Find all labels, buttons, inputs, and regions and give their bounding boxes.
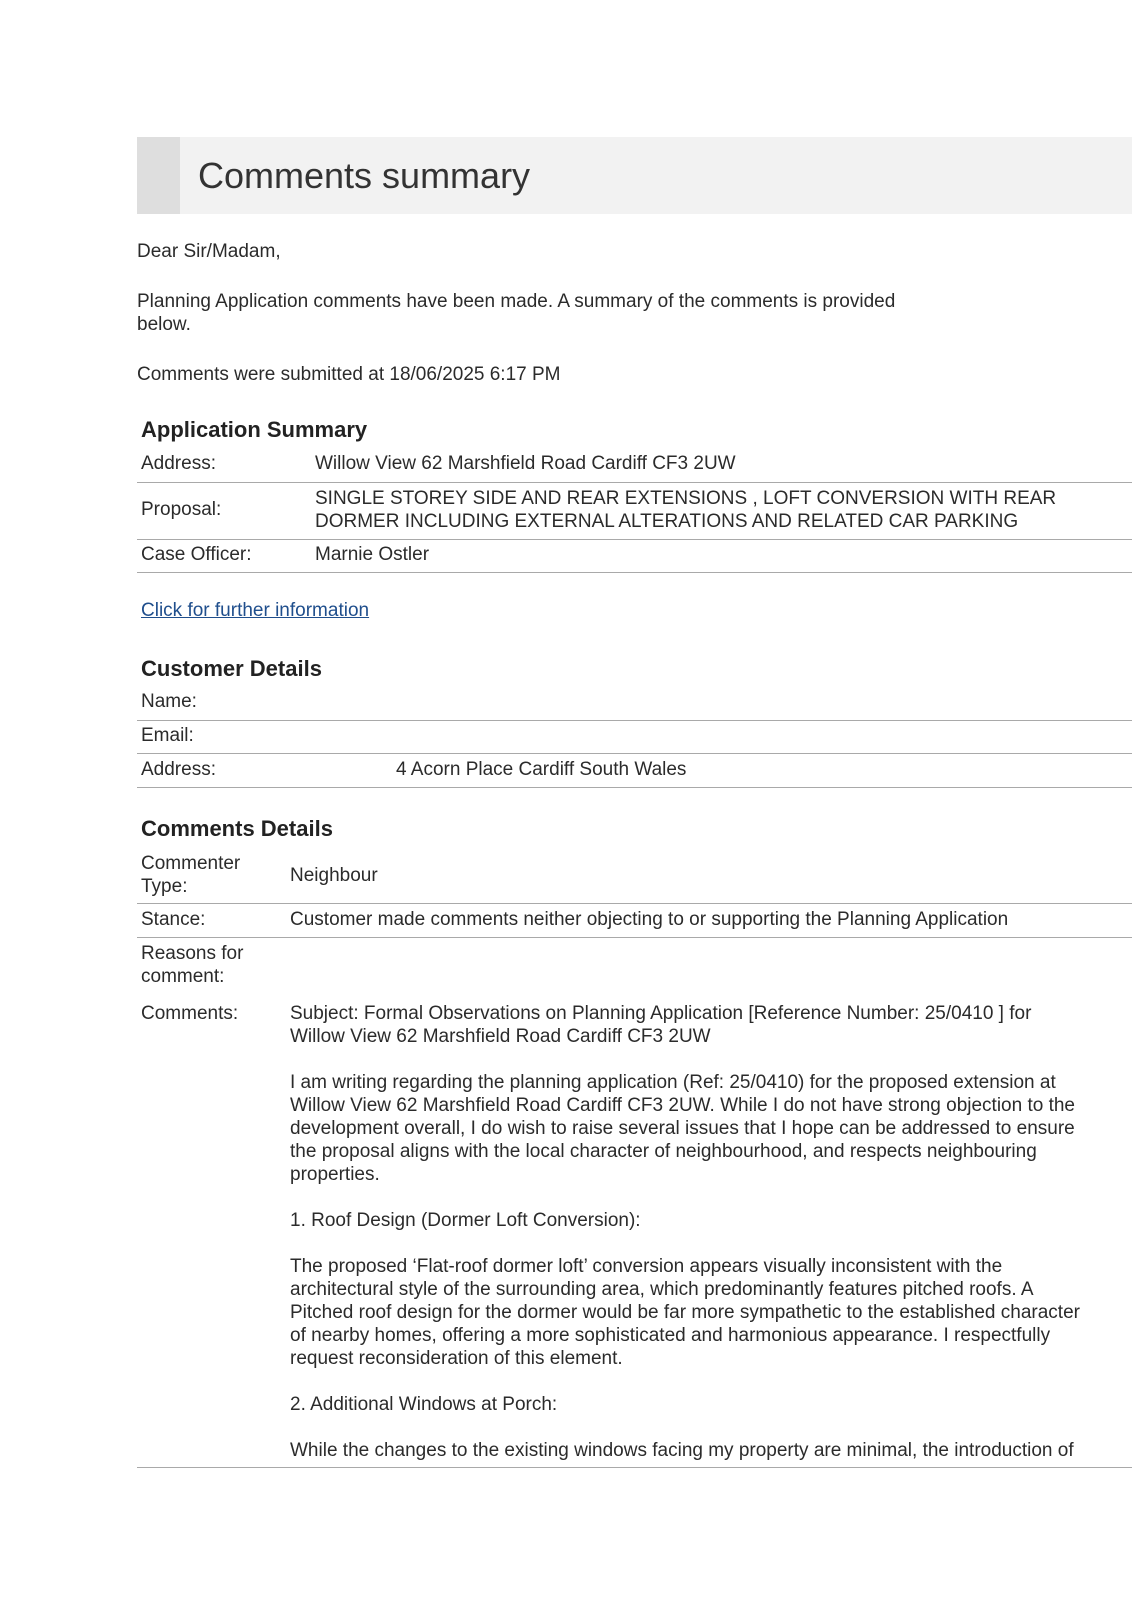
case-officer-label: Case Officer: — [141, 544, 252, 565]
row-divider — [137, 753, 1132, 754]
customer-details-heading: Customer Details — [141, 656, 322, 681]
application-address-value: Willow View 62 Marshfield Road Cardiff CF3 2UW — [315, 453, 736, 474]
case-officer-value: Marnie Ostler — [315, 544, 430, 565]
comment-paragraph: 1. Roof Design (Dormer Loft Conversion): — [290, 1210, 641, 1231]
application-address-label: Address: — [141, 453, 216, 474]
row-divider — [137, 482, 1132, 483]
comment-paragraph: While the changes to the existing windows facing my property are minimal, the introduction of — [290, 1440, 1074, 1461]
proposal-value-line2: DORMER INCLUDING EXTERNAL ALTERATIONS AND RELATED CAR PARKING — [315, 511, 1019, 532]
header-banner-accent — [137, 137, 180, 214]
row-divider — [137, 903, 1132, 904]
stance-label: Stance: — [141, 909, 206, 930]
customer-address-label: Address: — [141, 759, 216, 780]
intro-message-line2: below. — [137, 314, 191, 335]
comments-text — [290, 1002, 1125, 1485]
intro-message-line1: Planning Application comments have been made. A summary of the comments is provided — [137, 291, 896, 312]
row-divider — [137, 539, 1132, 540]
commenter-type-label-line2: Type: — [141, 876, 188, 897]
comments-details-heading: Comments Details — [141, 816, 333, 841]
comment-paragraph: Subject: Formal Observations on Planning Application [Reference Number: 25/0410 ] for Willow View 62 Marshfield Road Cardiff CF3 2UW — [290, 1003, 1032, 1047]
comment-paragraph: I am writing regarding the planning application (Ref: 25/0410) for the proposed extension at Willow View 62 Marshfield Road Cardiff CF3 2UW. While I do not have strong objection to the development overall, I do wish to raise several issues that I hope can be addressed to ensure the proposal aligns with the local character of neighbourhood, and respects neighbouring properties. — [290, 1072, 1076, 1185]
proposal-label: Proposal: — [141, 499, 222, 520]
reasons-label-line2: comment: — [141, 966, 225, 987]
customer-name-label: Name: — [141, 691, 197, 712]
row-divider — [137, 720, 1132, 721]
comment-paragraph: 2. Additional Windows at Porch: — [290, 1394, 558, 1415]
row-divider — [137, 787, 1132, 788]
reasons-label-line1: Reasons for — [141, 943, 244, 964]
application-summary-heading: Application Summary — [141, 417, 368, 442]
comment-paragraph: The proposed ‘Flat-roof dormer loft’ conversion appears visually inconsistent with the architectural style of the surrounding area, which predominantly features pitched roofs. A Pitched roof design for the dormer would be far more sympathetic to the established character of nearby homes, offering a more sophisticated and harmonious appearance. I respectfully request reconsideration of this element. — [290, 1256, 1080, 1369]
page-title: Comments summary — [198, 155, 531, 196]
greeting: Dear Sir/Madam, — [137, 241, 281, 262]
comments-label: Comments: — [141, 1003, 239, 1024]
further-information-link[interactable]: Click for further information — [141, 600, 370, 621]
row-divider — [137, 572, 1132, 573]
commenter-type-label-line1: Commenter — [141, 853, 241, 874]
submitted-timestamp: Comments were submitted at 18/06/2025 6:17 PM — [137, 364, 561, 385]
row-divider — [137, 937, 1132, 938]
row-divider — [137, 1467, 1132, 1468]
customer-email-label: Email: — [141, 725, 194, 746]
proposal-value-line1: SINGLE STOREY SIDE AND REAR EXTENSIONS , LOFT CONVERSION WITH REAR — [315, 488, 1057, 509]
stance-value: Customer made comments neither objecting to or supporting the Planning Application — [290, 909, 1009, 930]
commenter-type-value: Neighbour — [290, 865, 378, 886]
customer-address-value: 4 Acorn Place Cardiff South Wales — [396, 759, 687, 780]
